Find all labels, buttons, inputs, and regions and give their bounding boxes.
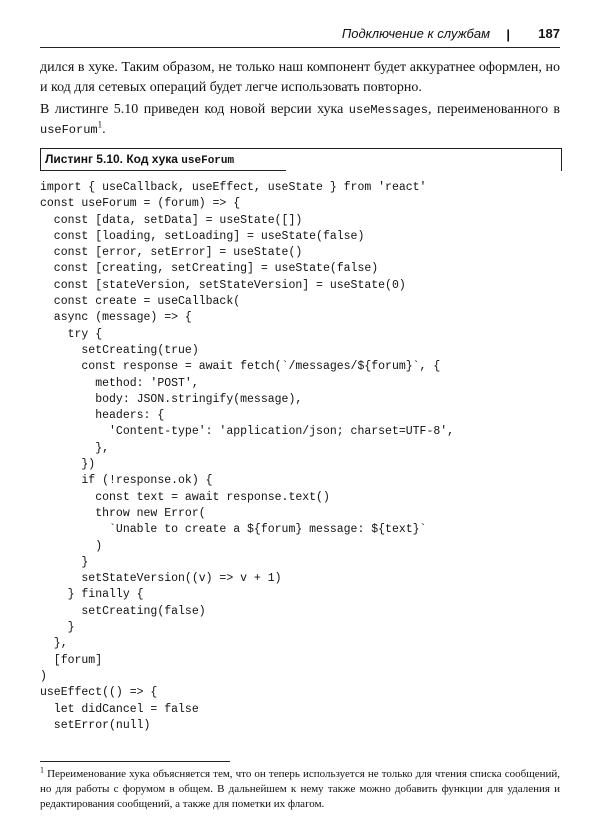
paragraph-2-end: . bbox=[102, 122, 106, 137]
inline-code-usemessages: useMessages bbox=[348, 103, 429, 117]
page-number: 187 bbox=[538, 26, 560, 41]
listing-caption-code: useForum bbox=[181, 155, 235, 167]
code-line: const response = await fetch(`/messages/${forum}`, { bbox=[40, 360, 441, 374]
code-line: setError(null) bbox=[40, 718, 151, 732]
code-line: } bbox=[40, 621, 75, 635]
code-line: if (!response.ok) { bbox=[40, 474, 213, 488]
code-line: throw new Error( bbox=[40, 506, 206, 520]
running-header bbox=[40, 26, 560, 46]
footnote-text: Переименование хука объясняется тем, что он теперь используется не только для чтения списка сообщений, но для работы с форумом в общем. В дальнейшем к нему также можно добавить функции для удаления и редактирования сообщений, а также для пометки их флагом. bbox=[40, 768, 560, 810]
code-line: const create = useCallback( bbox=[40, 295, 241, 309]
listing-caption bbox=[40, 148, 562, 171]
code-line: const text = await response.text() bbox=[40, 490, 330, 504]
code-line: let didCancel = false bbox=[40, 702, 199, 716]
paragraph-2 bbox=[40, 100, 560, 140]
code-line: const [loading, setLoading] = useState(false) bbox=[40, 229, 365, 243]
caption-underline bbox=[41, 170, 286, 171]
code-line: body: JSON.stringify(message), bbox=[40, 392, 303, 406]
inline-code-useforum: useForum bbox=[40, 123, 98, 137]
code-line: async (message) => { bbox=[40, 311, 192, 325]
footnote-rule bbox=[40, 761, 230, 762]
code-line: const useForum = (forum) => { bbox=[40, 197, 241, 211]
code-line: useEffect(() => { bbox=[40, 686, 158, 700]
footnote-marker: 1 bbox=[40, 765, 44, 775]
code-line: headers: { bbox=[40, 409, 165, 423]
paragraph-2-text-b: , переименованного в bbox=[428, 102, 560, 117]
code-listing bbox=[40, 180, 560, 734]
code-line: }) bbox=[40, 458, 96, 472]
footnote-ref: 1 bbox=[97, 119, 103, 130]
code-line: ) bbox=[40, 669, 47, 683]
section-title: Подключение к службам bbox=[341, 26, 490, 41]
code-line: }, bbox=[40, 637, 68, 651]
header-rule bbox=[40, 47, 560, 48]
code-line: } bbox=[40, 555, 89, 569]
code-line: const [stateVersion, setStateVersion] = useState(0) bbox=[40, 278, 406, 292]
header-separator: | bbox=[506, 27, 510, 42]
code-line: method: 'POST', bbox=[40, 376, 199, 390]
code-line: import { useCallback, useEffect, useState } from 'react' bbox=[40, 181, 427, 194]
code-line: setStateVersion((v) => v + 1) bbox=[40, 572, 282, 586]
code-line: } finally { bbox=[40, 588, 144, 602]
code-line: const [creating, setCreating] = useState(false) bbox=[40, 262, 379, 276]
code-line: try { bbox=[40, 327, 103, 341]
code-line: setCreating(false) bbox=[40, 604, 206, 618]
code-line: [forum] bbox=[40, 653, 103, 667]
paragraph-1 bbox=[40, 58, 560, 98]
code-line: const [error, setError] = useState() bbox=[40, 246, 303, 260]
paragraph-1-text: дился в хуке. Таким образом, не только наш компонент будет аккуратнее оформлен, но и код для сетевых операций будет легче использовать повторно. bbox=[40, 60, 560, 95]
footnote bbox=[40, 767, 560, 812]
code-line: const [data, setData] = useState([]) bbox=[40, 213, 303, 227]
code-line: }, bbox=[40, 441, 110, 455]
code-line: 'Content-type': 'application/json; charset=UTF-8', bbox=[40, 425, 455, 439]
paragraph-2-text-a: В листинге 5.10 приведен код новой версии хука bbox=[40, 102, 349, 117]
code-line: `Unable to create a ${forum} message: ${text}` bbox=[40, 523, 427, 537]
code-line: ) bbox=[40, 539, 103, 553]
code-line: setCreating(true) bbox=[40, 343, 199, 357]
listing-caption-text: Листинг 5.10. Код хука bbox=[45, 152, 182, 166]
